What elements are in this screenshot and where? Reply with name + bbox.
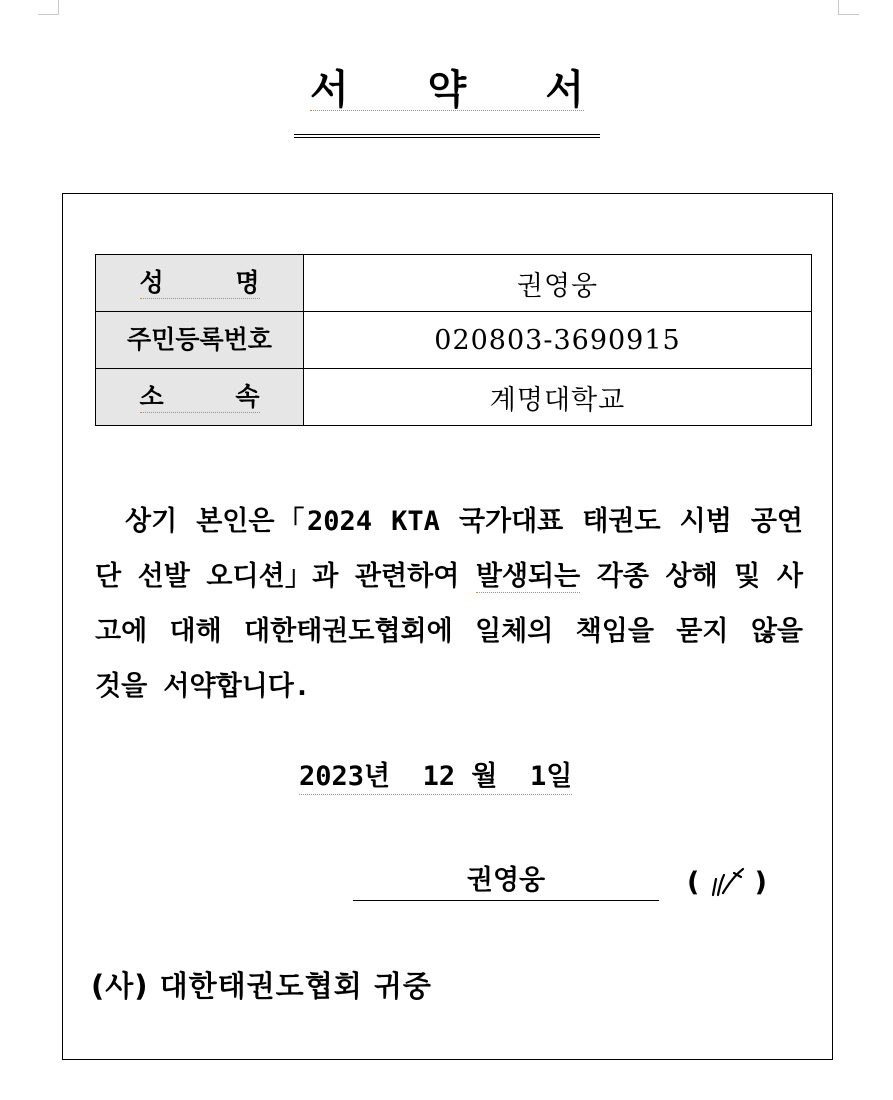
table-row-affiliation <box>96 369 812 426</box>
signature-mark-icon <box>707 865 747 899</box>
crop-mark-top-right <box>838 0 859 15</box>
id-number-value: 020803-3690915 <box>304 312 812 369</box>
id-number-label <box>96 312 304 369</box>
pledge-frame <box>62 193 833 1060</box>
statement-part-2: 발생되는 <box>475 561 581 592</box>
affiliation-label-char-1: 소 <box>139 381 164 411</box>
signer-name: 권영웅 <box>466 865 546 896</box>
title-char-2: 약 <box>427 66 467 113</box>
affiliation-label-char-2: 속 <box>235 381 260 411</box>
pledge-date: 2023년 12 월 1일 <box>299 760 572 795</box>
document-title <box>294 56 600 138</box>
document-title-text <box>310 62 584 111</box>
name-label <box>96 255 304 312</box>
name-label-char-2: 명 <box>235 267 260 297</box>
affiliation-value: 계명대학교 <box>304 369 812 426</box>
statement-part-3: 각종 상해 및 사고에 대해 대한태권도협회에 일체의 책임을 묻지 않을 것을 서약합니다. <box>95 561 803 702</box>
recipient: (사) 대한태권도협회 귀중 <box>91 969 432 1003</box>
table-row-id-number <box>96 312 812 369</box>
statement-part-1: 상기 본인은「2024 KTA 국가대표 태권도 시범 공연단 선발 오디션」과 관련하여 <box>95 506 803 592</box>
pledge-statement <box>95 494 803 714</box>
id-number-label-text: 주민등록번호 <box>127 325 272 354</box>
table-row-name <box>96 255 812 312</box>
name-label-char-1: 성 <box>139 267 164 297</box>
signature-seal <box>687 862 767 902</box>
seal-open-paren: ( <box>687 866 700 898</box>
title-char-1: 서 <box>310 66 349 113</box>
name-value: 권영웅 <box>304 255 812 312</box>
signer-name-line <box>353 866 659 901</box>
affiliation-label <box>96 369 304 426</box>
crop-mark-top-left <box>38 0 59 15</box>
title-char-3: 서 <box>545 66 584 113</box>
personal-info-table <box>95 254 812 426</box>
seal-close-paren: ) <box>754 866 767 898</box>
